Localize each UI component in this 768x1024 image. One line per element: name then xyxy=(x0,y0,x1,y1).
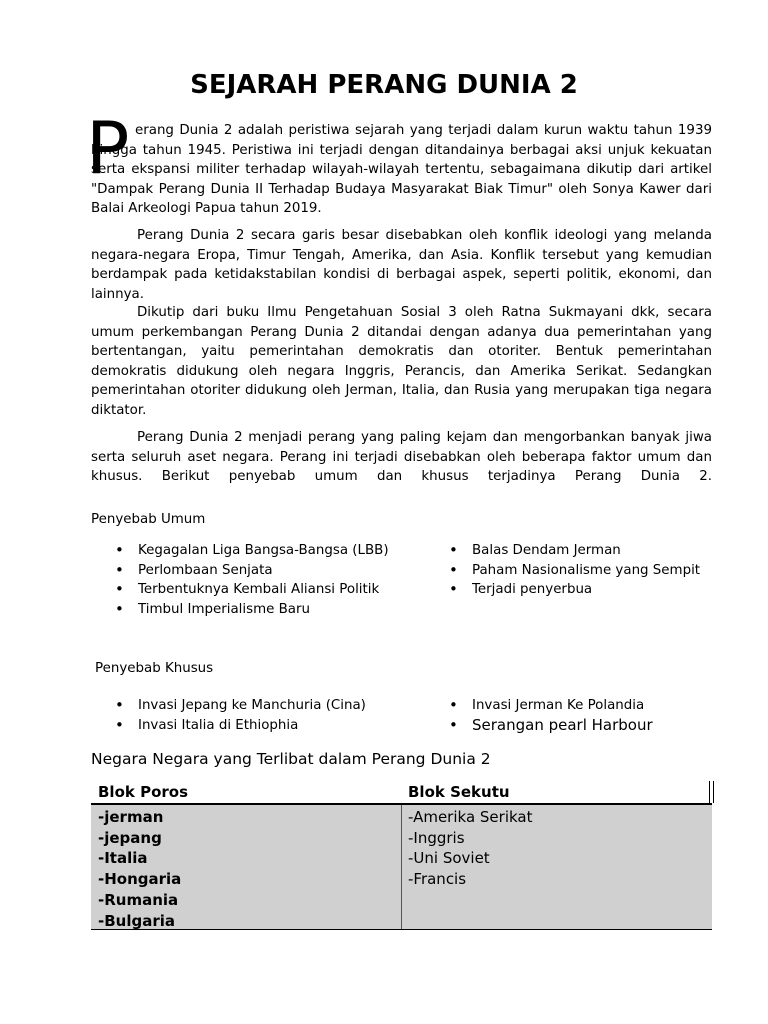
paragraph-3: Dikutip dari buku Ilmu Pengetahuan Sosial 3 oleh Ratna Sukmayani dkk, secara umum perkembangan Perang Dunia 2 ditandai dengan adanya dua pemerintahan yang bertentangan, yaitu pemerintahan demokratis dan otoriter. Bentuk pemerintahan demokratis didukung oleh negara Inggris, Perancis, dan Amerika Serikat. Sedangkan pemerintahan otoriter didukung oleh Jerman, Italia, dan Rusia yang merupakan tiga negara diktator. xyxy=(91,305,712,418)
paragraph-2: Perang Dunia 2 secara garis besar disebabkan oleh konflik ideologi yang melanda negara-negara Eropa, Timur Tengah, Amerika, dan Asia. Konflik tersebut yang kemudian berdampak pada ketidakstabilan kondisi di berbagai aspek, seperti politik, ekonomi, dan lainnya. xyxy=(91,228,712,302)
poros-cell xyxy=(91,805,402,929)
list-item: • Invasi Jerman Ke Polandia xyxy=(472,696,653,716)
header-blok-poros: Blok Poros xyxy=(98,783,189,801)
list-item: • Terbentuknya Kembali Aliansi Politik xyxy=(138,580,389,600)
list-item: -Italia xyxy=(98,849,148,868)
paragraph-4: Perang Dunia 2 menjadi perang yang paling kejam dan mengorbankan banyak jiwa serta seluruh aset negara. Perang ini terjadi disebabkan oleh beberapa faktor umum dan khusus. Berikut penyebab umum dan khusus terjadinya Perang Dunia 2. xyxy=(91,430,712,484)
list-item: • Perlombaan Senjata xyxy=(138,561,389,581)
list-item: -Hongaria xyxy=(98,870,182,889)
penyebab-umum-list-left xyxy=(138,541,389,619)
penyebab-khusus-list-right xyxy=(472,696,653,735)
table-body-row xyxy=(91,805,712,930)
column-divider xyxy=(709,781,714,803)
drop-cap: P xyxy=(86,106,130,190)
table-header-row xyxy=(91,781,712,805)
list-item: • Kegagalan Liga Bangsa-Bangsa (LBB) xyxy=(138,541,389,561)
list-item: -Amerika Serikat xyxy=(408,808,533,826)
table-title: Negara Negara yang Terlibat dalam Perang Dunia 2 xyxy=(91,750,491,768)
list-item: • Serangan pearl Harbour xyxy=(472,716,653,735)
penyebab-khusus-heading: Penyebab Khusus xyxy=(95,661,214,676)
list-item: • Timbul Imperialisme Baru xyxy=(138,600,389,620)
countries-table xyxy=(91,781,712,930)
list-item: • Paham Nasionalisme yang Sempit xyxy=(472,561,700,581)
paragraph-1: erang Dunia 2 adalah peristiwa sejarah yang terjadi dalam kurun waktu tahun 1939 hingga tahun 1945. Peristiwa ini terjadi dengan ditandainya berbagai aksi unjuk kekuatan serta ekspansi militer terhadap wilayah-wilayah tertentu, sebagaimana dikutip dari artikel "Dampak Perang Dunia II Terhadap Budaya Masyarakat Biak Timur" oleh Sonya Kawer dari Balai Arkeologi Papua tahun 2019. xyxy=(91,123,712,216)
list-item: -Francis xyxy=(408,870,467,889)
header-blok-sekutu: Blok Sekutu xyxy=(408,783,510,801)
penyebab-umum-heading: Penyebab Umum xyxy=(91,512,206,527)
list-item: -Inggris xyxy=(408,828,465,847)
penyebab-umum-list-right xyxy=(472,541,700,600)
list-item: -Bulgaria xyxy=(98,911,175,930)
list-item: • Invasi Italia di Ethiophia xyxy=(138,716,366,736)
list-item: -jerman xyxy=(98,808,164,826)
list-item: -jepang xyxy=(98,828,162,847)
list-item: • Terjadi penyerbua xyxy=(472,580,700,600)
list-item: -Rumania xyxy=(98,890,179,909)
sekutu-cell xyxy=(402,805,712,929)
list-item: -Uni Soviet xyxy=(408,849,490,868)
page-title: SEJARAH PERANG DUNIA 2 xyxy=(190,70,578,100)
list-item: • Invasi Jepang ke Manchuria (Cina) xyxy=(138,696,366,716)
list-item: • Balas Dendam Jerman xyxy=(472,541,700,561)
penyebab-khusus-list-left xyxy=(138,696,366,735)
